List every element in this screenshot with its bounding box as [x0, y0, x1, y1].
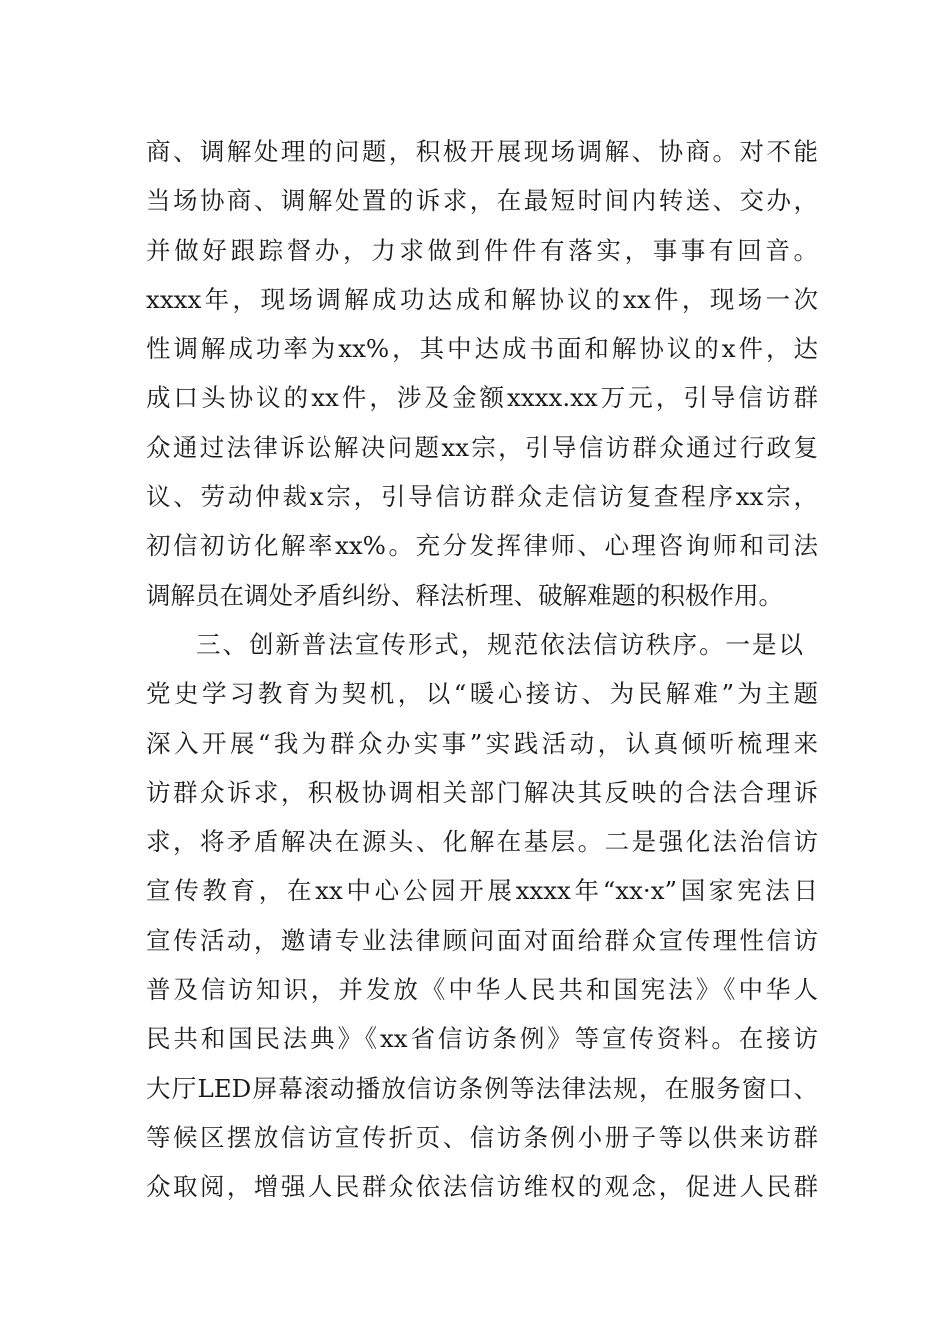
document-body: [0, 127, 950, 1212]
text-line: 众通过法律诉讼解决问题xx宗，引导信访群众通过行政复: [146, 432, 818, 462]
text-line: 民共和国民法典》《xx省信访条例》等宣传资料。在接访: [146, 1024, 818, 1054]
section-heading-line: 三、创新普法宣传形式，规范依法信访秩序。一是以: [196, 629, 803, 659]
text-line: 当场协商、调解处置的诉求，在最短时间内转送、交办，: [146, 186, 818, 216]
text-line: 宣传教育，在xx中心公园开展xxxx年“xx·x”国家宪法日: [146, 876, 818, 906]
text-line: 众取阅，增强人民群众依法信访维权的观念，促进人民群: [146, 1172, 818, 1202]
text-line: 求，将矛盾解决在源头、化解在基层。二是强化法治信访: [146, 827, 818, 857]
text-line: xxxx年，现场调解成功达成和解协议的xx件，现场一次: [146, 284, 818, 314]
text-line: 深入开展“我为群众办实事”实践活动，认真倾听梳理来: [146, 728, 818, 758]
text-line: 成口头协议的xx件，涉及金额xxxx.xx万元，引导信访群: [146, 383, 818, 413]
text-line: 性调解成功率为xx%，其中达成书面和解协议的x件，达: [146, 334, 818, 364]
text-line: 访群众诉求，积极协调相关部门解决其反映的合法合理诉: [146, 777, 818, 807]
text-line: 初信初访化解率xx%。充分发挥律师、心理咨询师和司法: [146, 531, 818, 561]
text-line: 宣传活动，邀请专业法律顾问面对面给群众宣传理性信访: [146, 925, 818, 955]
text-line: 党史学习教育为契机，以“暖心接访、为民解难”为主题: [146, 679, 818, 709]
text-line: 调解员在调处矛盾纠纷、释法析理、破解难题的积极作用。: [146, 580, 783, 610]
text-line: 大厅LED屏幕滚动播放信访条例等法律法规，在服务窗口、: [146, 1073, 818, 1103]
text-line: 议、劳动仲裁x宗，引导信访群众走信访复查程序xx宗，: [146, 482, 818, 512]
text-line: 普及信访知识，并发放《中华人民共和国宪法》《中华人: [146, 975, 818, 1005]
text-line: 等候区摆放信访宣传折页、信访条例小册子等以供来访群: [146, 1122, 818, 1152]
text-line: 商、调解处理的问题，积极开展现场调解、协商。对不能: [146, 137, 818, 166]
text-line: 并做好跟踪督办，力求做到件件有落实，事事有回音。: [146, 235, 818, 265]
